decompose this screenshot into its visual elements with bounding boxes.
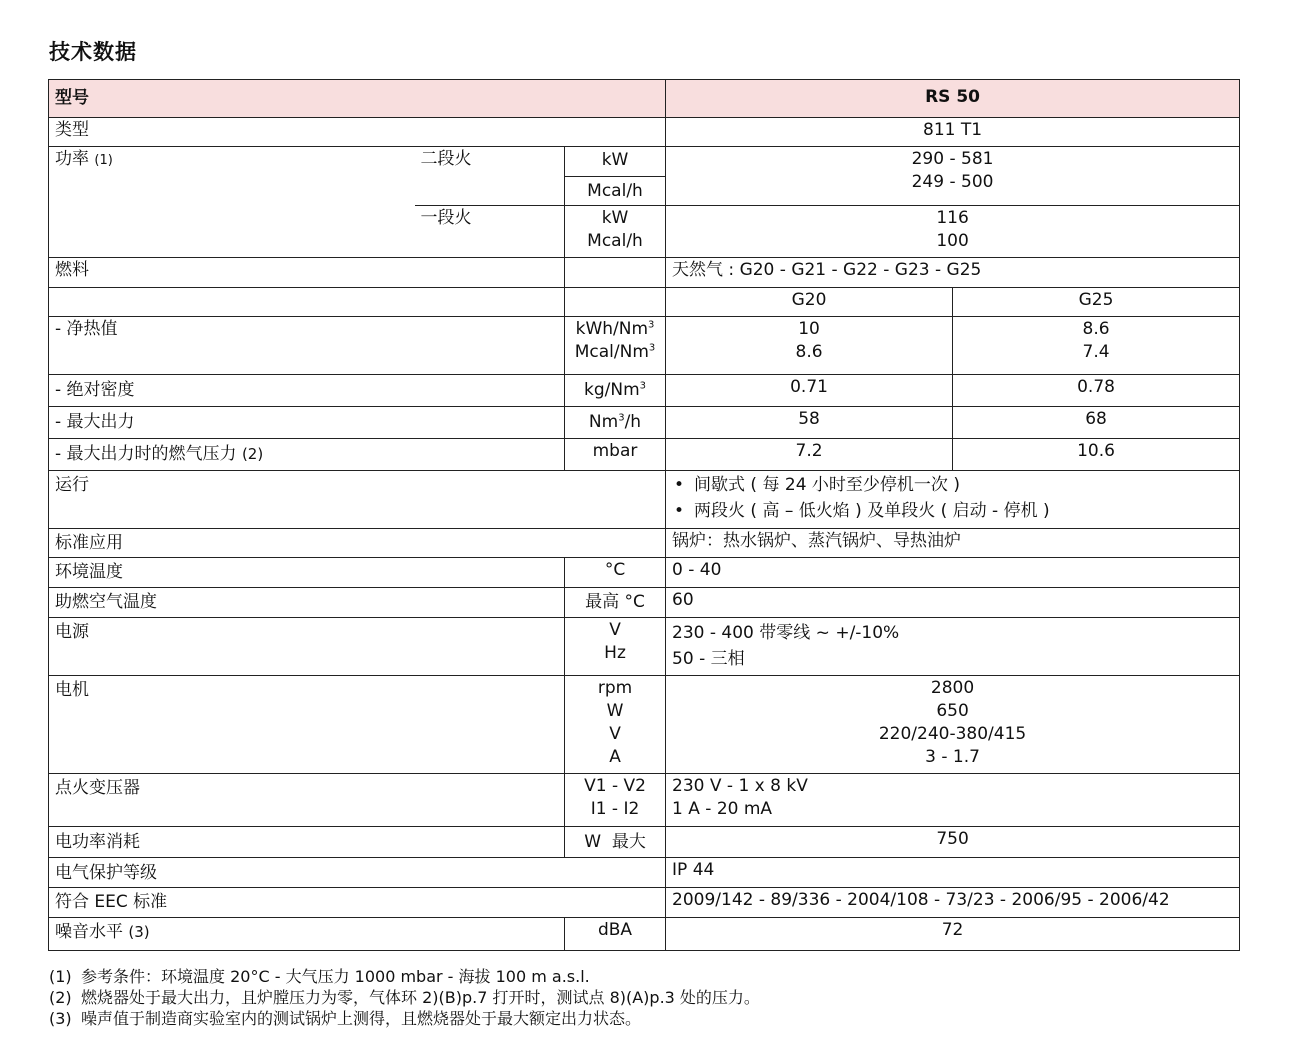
motor-value-v: 220/240-380/415 xyxy=(878,724,1027,744)
gas-pressure-label: - 最大出力时的燃气压力 xyxy=(55,444,237,464)
density-unit-cell xyxy=(565,375,666,407)
fuel-label: 燃料 xyxy=(49,258,565,288)
table-row-operation xyxy=(49,471,1240,529)
stage1-values xyxy=(666,206,1240,258)
table-row-max-output xyxy=(49,407,1240,439)
operation-values xyxy=(666,471,1240,529)
table-row-application xyxy=(49,529,1240,558)
protection-value: IP 44 xyxy=(666,858,1240,888)
supply-value-hz: 50 - 三相 xyxy=(672,649,745,669)
max-output-g25: 68 xyxy=(953,407,1240,439)
column-g20: G20 xyxy=(666,288,953,317)
max-output-unit-cell xyxy=(565,407,666,439)
supply-unit-hz: Hz xyxy=(604,643,626,663)
noise-value: 72 xyxy=(666,918,1240,951)
ignition-label: 点火变压器 xyxy=(49,774,565,827)
footnote-1-num: (1) xyxy=(49,967,72,986)
gas-pressure-label-cell xyxy=(49,439,565,471)
motor-label: 电机 xyxy=(49,676,565,774)
footnotes xyxy=(49,966,760,1029)
gas-columns-unit-empty xyxy=(565,288,666,317)
table-row-ambient-temp xyxy=(49,558,1240,588)
noise-note: (3) xyxy=(128,923,150,941)
ignition-units xyxy=(565,774,666,827)
ignition-values xyxy=(666,774,1240,827)
page-title: 技术数据 xyxy=(49,40,137,64)
density-g20: 0.71 xyxy=(666,375,953,407)
footnote-2 xyxy=(49,987,760,1008)
air-temp-value: 60 xyxy=(666,588,1240,618)
table-row-eec xyxy=(49,888,1240,918)
stage1-unit-mcal: Mcal/h xyxy=(587,231,643,251)
table-row-ignition xyxy=(49,774,1240,827)
net-heat-unit-1: kWh/Nm xyxy=(575,319,649,339)
density-label: - 绝对密度 xyxy=(49,375,565,407)
net-heat-g25-1: 8.6 xyxy=(1082,319,1110,339)
noise-unit: dBA xyxy=(565,918,666,951)
model-value: RS 50 xyxy=(666,80,1240,118)
max-output-unit-a: Nm xyxy=(588,412,619,432)
stage2-unit-kw: kW xyxy=(565,147,665,177)
motor-unit-a: A xyxy=(609,747,621,767)
stage2-units xyxy=(565,147,666,206)
net-heat-unit-2-sup: 3 xyxy=(648,342,656,354)
stage2-kw: 290 - 581 xyxy=(911,149,994,169)
fuel-value: 天然气 : G20 - G21 - G22 - G23 - G25 xyxy=(666,258,1240,288)
table-header-row xyxy=(49,80,1240,118)
technical-data-table xyxy=(48,79,1240,951)
ignition-unit-v: V1 - V2 xyxy=(584,776,646,796)
table-row-motor xyxy=(49,676,1240,774)
net-heat-units xyxy=(565,317,666,375)
motor-unit-rpm: rpm xyxy=(597,678,633,698)
motor-value-a: 3 - 1.7 xyxy=(925,747,980,767)
motor-values xyxy=(666,676,1240,774)
power-label-cell xyxy=(49,147,415,258)
power-label: 功率 xyxy=(55,149,89,169)
table-row-gas-pressure xyxy=(49,439,1240,471)
net-heat-g25 xyxy=(953,317,1240,375)
table-row-supply xyxy=(49,618,1240,676)
footnote-3-num: (3) xyxy=(49,1009,72,1028)
table-row-fuel xyxy=(49,258,1240,288)
eec-value: 2009/142 - 89/336 - 2004/108 - 73/23 - 2006/95 - 2006/42 xyxy=(666,888,1240,918)
stage1-kw: 116 xyxy=(936,208,969,228)
air-temp-unit: 最高 °C xyxy=(565,588,666,618)
max-output-unit-sup: 3 xyxy=(618,412,625,424)
consumption-value: 750 xyxy=(666,827,1240,858)
fuel-unit-empty xyxy=(565,258,666,288)
motor-unit-w: W xyxy=(606,701,624,721)
table-row-density xyxy=(49,375,1240,407)
gas-columns-empty xyxy=(49,288,565,317)
noise-label-cell xyxy=(49,918,565,951)
ambient-temp-value: 0 - 40 xyxy=(666,558,1240,588)
table-row-consumption xyxy=(49,827,1240,858)
supply-label: 电源 xyxy=(49,618,565,676)
protection-label: 电气保护等级 xyxy=(49,858,666,888)
operation-item-2: • 两段火 ( 高 – 低火焰 ) 及单段火 ( 启动 - 停机 ) xyxy=(672,500,1233,523)
type-label: 类型 xyxy=(49,118,666,147)
air-temp-label: 助燃空气温度 xyxy=(49,588,565,618)
net-heat-unit-1-sup: 3 xyxy=(648,319,655,331)
supply-unit-v: V xyxy=(609,620,621,640)
eec-label: 符合 EEC 标准 xyxy=(49,888,666,918)
density-g25: 0.78 xyxy=(953,375,1240,407)
footnote-3 xyxy=(49,1008,760,1029)
supply-values xyxy=(666,618,1240,676)
motor-value-w: 650 xyxy=(936,701,969,721)
motor-value-rpm: 2800 xyxy=(930,678,975,698)
table-row-air-temp xyxy=(49,588,1240,618)
consumption-label: 电功率消耗 xyxy=(49,827,565,858)
operation-list xyxy=(672,474,1233,523)
motor-unit-v: V xyxy=(609,724,621,744)
gas-pressure-note: (2) xyxy=(241,445,264,463)
max-output-g20: 58 xyxy=(666,407,953,439)
motor-units xyxy=(565,676,666,774)
footnote-1-text: 参考条件：环境温度 20°C - 大气压力 1000 mbar - 海拔 100 m a.s.l. xyxy=(81,967,590,986)
footnote-2-text: 燃烧器处于最大出力，且炉膛压力为零，气体环 2)(B)p.7 打开时，测试点 8)(A)p.3 处的压力。 xyxy=(81,988,760,1007)
operation-label: 运行 xyxy=(49,471,666,529)
max-output-label: - 最大出力 xyxy=(49,407,565,439)
table-row-net-heat xyxy=(49,317,1240,375)
density-unit-sup: 3 xyxy=(639,380,647,392)
supply-units xyxy=(565,618,666,676)
net-heat-unit-2: Mcal/Nm xyxy=(574,342,649,362)
gas-pressure-g25: 10.6 xyxy=(953,439,1240,471)
supply-value-v: 230 - 400 带零线 ~ +/-10% xyxy=(672,623,900,643)
net-heat-g25-2: 7.4 xyxy=(1082,342,1110,362)
table-row-gas-columns xyxy=(49,288,1240,317)
footnote-1 xyxy=(49,966,760,987)
stage2-values xyxy=(666,147,1240,206)
stage1-units xyxy=(565,206,666,258)
ambient-temp-unit: °C xyxy=(565,558,666,588)
column-g25: G25 xyxy=(953,288,1240,317)
application-label: 标准应用 xyxy=(49,529,666,558)
gas-pressure-g20: 7.2 xyxy=(666,439,953,471)
stage2-mcal: 249 - 500 xyxy=(911,172,994,192)
ambient-temp-label: 环境温度 xyxy=(49,558,565,588)
footnote-2-num: (2) xyxy=(49,988,72,1007)
stage1-unit-kw: kW xyxy=(601,208,629,228)
density-unit: kg/Nm xyxy=(584,380,640,400)
ignition-value-v: 230 V - 1 x 8 kV xyxy=(672,776,808,796)
gas-pressure-unit: mbar xyxy=(565,439,666,471)
net-heat-g20 xyxy=(666,317,953,375)
table-row-noise xyxy=(49,918,1240,951)
power-note: (1) xyxy=(94,153,113,168)
model-label: 型号 xyxy=(49,80,666,118)
max-output-unit-b: /h xyxy=(624,412,642,432)
noise-label: 噪音水平 xyxy=(55,922,123,942)
ignition-unit-i: I1 - I2 xyxy=(590,799,640,819)
stage2-unit-mcal: Mcal/h xyxy=(587,181,643,201)
ignition-value-i: 1 A - 20 mA xyxy=(672,799,773,819)
operation-item-1: • 间歇式 ( 每 24 小时至少停机一次 ) xyxy=(672,474,1233,497)
table-row-power-stage2 xyxy=(49,147,1240,206)
net-heat-g20-2: 8.6 xyxy=(795,342,823,362)
stage1-label: 一段火 xyxy=(415,206,565,258)
consumption-unit: W 最大 xyxy=(565,827,666,858)
stage1-mcal: 100 xyxy=(936,231,969,251)
application-value: 锅炉：热水锅炉、蒸汽锅炉、导热油炉 xyxy=(666,529,1240,558)
net-heat-label: - 净热值 xyxy=(49,317,565,375)
table-row-protection xyxy=(49,858,1240,888)
footnote-3-text: 噪声值于制造商实验室内的测试锅炉上测得，且燃烧器处于最大额定出力状态。 xyxy=(81,1009,642,1028)
table-row-type xyxy=(49,118,1240,147)
stage2-label: 二段火 xyxy=(415,147,565,206)
type-value: 811 T1 xyxy=(666,118,1240,147)
net-heat-g20-1: 10 xyxy=(798,319,820,339)
